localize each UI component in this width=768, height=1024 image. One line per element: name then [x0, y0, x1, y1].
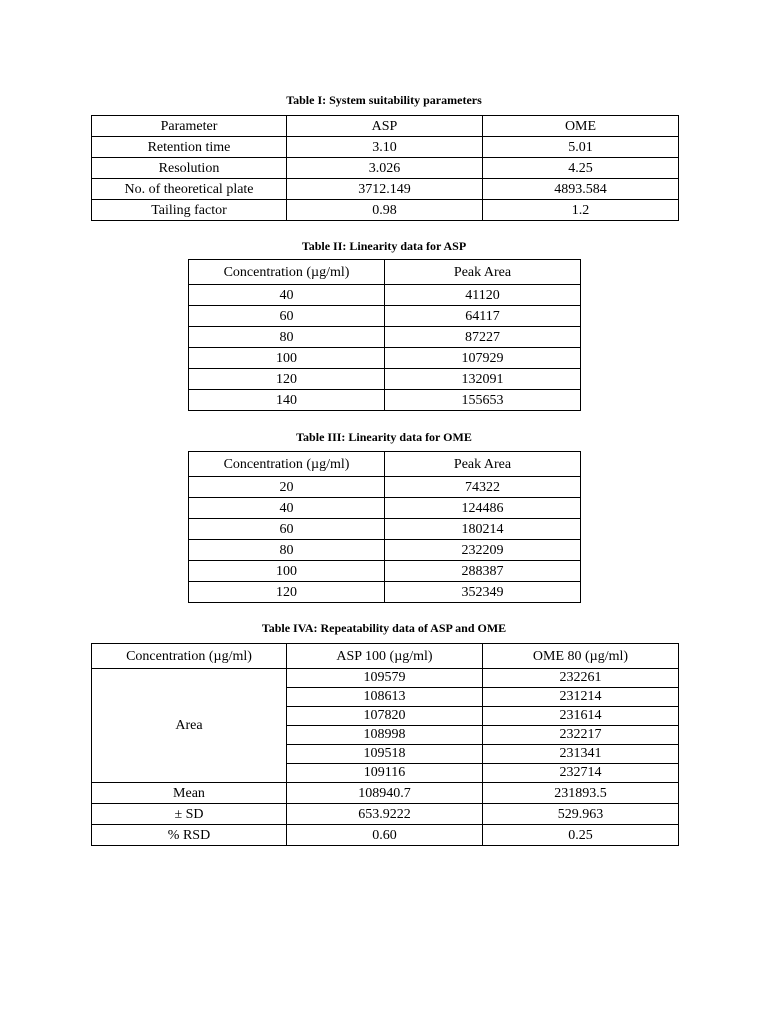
table-cell: % RSD [92, 825, 287, 846]
area-value: 231341 [483, 744, 678, 763]
table-cell: 107929 [385, 348, 581, 369]
area-value: 109116 [287, 763, 482, 782]
table-cell: 0.60 [287, 825, 483, 846]
table-row [92, 158, 679, 179]
table-cell: 4.25 [483, 158, 679, 179]
header-cell: Concentration (µg/ml) [189, 260, 385, 285]
sd-row [92, 804, 679, 825]
table-row [189, 348, 581, 369]
table-2-caption: Table II: Linearity data for ASP [301, 239, 467, 253]
table-1-caption: Table I: System suitability parameters [286, 93, 482, 107]
table-row [92, 137, 679, 158]
table-cell: 40 [189, 285, 385, 306]
table-cell: 41120 [385, 285, 581, 306]
table-cell: 120 [189, 582, 385, 603]
asp-area-cell [287, 669, 483, 783]
table-cell: 3.10 [287, 137, 483, 158]
system-suitability-table [91, 115, 679, 221]
header-cell: ASP [287, 116, 483, 137]
table-cell: 40 [189, 498, 385, 519]
table-row [189, 561, 581, 582]
table-row [92, 200, 679, 221]
table-cell: ± SD [92, 804, 287, 825]
area-row [92, 669, 679, 783]
table-row [189, 477, 581, 498]
area-value: 107820 [287, 706, 482, 725]
table-cell: 20 [189, 477, 385, 498]
table-cell: 288387 [385, 561, 581, 582]
table-cell: 231893.5 [483, 783, 679, 804]
table-4-caption: Table IVA: Repeatability data of ASP and OME [261, 621, 507, 635]
table-cell: 4893.584 [483, 179, 679, 200]
header-cell: OME 80 (µg/ml) [483, 644, 679, 669]
table-row [189, 519, 581, 540]
area-value: 232217 [483, 725, 678, 744]
table-cell: 0.98 [287, 200, 483, 221]
rsd-row [92, 825, 679, 846]
mean-row [92, 783, 679, 804]
table-cell: Tailing factor [92, 200, 287, 221]
table-cell: 5.01 [483, 137, 679, 158]
table-cell: 100 [189, 348, 385, 369]
ome-linearity-table [188, 451, 581, 603]
area-value: 231214 [483, 687, 678, 706]
table-cell: 653.9222 [287, 804, 483, 825]
table-cell: 74322 [385, 477, 581, 498]
table-cell: 80 [189, 327, 385, 348]
table-cell: 180214 [385, 519, 581, 540]
table-cell: 87227 [385, 327, 581, 348]
table-cell: 120 [189, 369, 385, 390]
area-label-cell: Area [92, 669, 287, 783]
area-value: 232261 [559, 670, 602, 685]
header-cell: Peak Area [385, 452, 581, 477]
area-value: 108998 [287, 725, 482, 744]
header-cell: Parameter [92, 116, 287, 137]
table-row [92, 179, 679, 200]
table-row [189, 582, 581, 603]
asp-linearity-table [188, 259, 581, 411]
area-value: 232714 [483, 763, 678, 782]
ome-area-cell [483, 669, 679, 783]
header-cell: Concentration (µg/ml) [92, 644, 287, 669]
table-cell: 1.2 [483, 200, 679, 221]
table-cell: 352349 [385, 582, 581, 603]
table-cell: 3712.149 [287, 179, 483, 200]
table-row [189, 285, 581, 306]
table-row [189, 390, 581, 411]
table-row [189, 306, 581, 327]
header-cell: OME [483, 116, 679, 137]
area-value: 109518 [287, 744, 482, 763]
table-cell: 100 [189, 561, 385, 582]
header-cell: ASP 100 (µg/ml) [287, 644, 483, 669]
table-cell: Retention time [92, 137, 287, 158]
table-cell: 3.026 [287, 158, 483, 179]
area-value: 231614 [483, 706, 678, 725]
table-cell: 124486 [385, 498, 581, 519]
table-cell: 80 [189, 540, 385, 561]
table-header-row [92, 116, 679, 137]
table-cell: Resolution [92, 158, 287, 179]
header-cell: Peak Area [385, 260, 581, 285]
table-cell: 0.25 [483, 825, 679, 846]
repeatability-table [91, 643, 679, 846]
table-header-row [189, 260, 581, 285]
table-row [189, 327, 581, 348]
table-cell: 232209 [385, 540, 581, 561]
table-cell: 155653 [385, 390, 581, 411]
table-cell: Mean [92, 783, 287, 804]
table-row [189, 369, 581, 390]
table-row [189, 498, 581, 519]
table-header-row [189, 452, 581, 477]
table-row [189, 540, 581, 561]
table-3-caption: Table III: Linearity data for OME [296, 430, 472, 444]
table-cell: 64117 [385, 306, 581, 327]
table-cell: 140 [189, 390, 385, 411]
table-cell: 132091 [385, 369, 581, 390]
area-value: 108613 [287, 687, 482, 706]
table-cell: 529.963 [483, 804, 679, 825]
area-value: 109579 [363, 670, 406, 685]
header-cell: Concentration (µg/ml) [189, 452, 385, 477]
table-cell: 108940.7 [287, 783, 483, 804]
table-cell: 60 [189, 519, 385, 540]
table-header-row [92, 644, 679, 669]
table-cell: 60 [189, 306, 385, 327]
table-cell: No. of theoretical plate [92, 179, 287, 200]
